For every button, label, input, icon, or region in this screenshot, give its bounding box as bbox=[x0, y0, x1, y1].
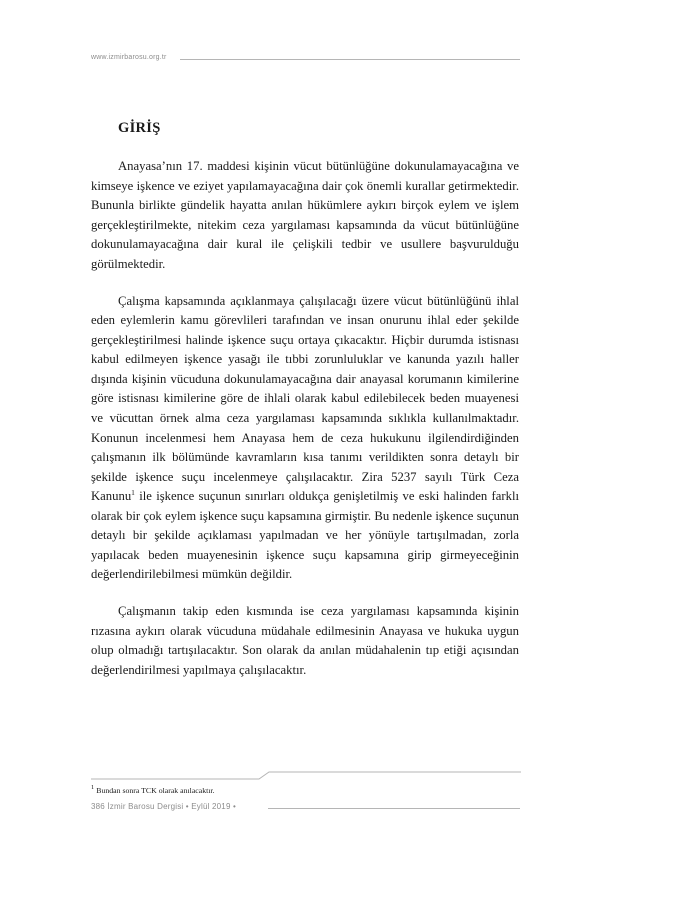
paragraph-2-text: Çalışma kapsamında açıklanmaya çalışılacağı üzere vücut bütünlüğünü ihlal eden eylemlerin kamu görevlileri tarafından ve insan onurunu ihlal eder şekilde gerçekleştirilmesi halinde işkence suçu ortaya çıkacaktır. Hiçbir durumda istisnası kabul edilmeyen işkence yasağı ile tıbbi zorunluluklar ve kanunda yazılı haller dışında kişinin vücuduna dokunulamayacağına dair anayasal korumanın kimilerine göre istisnası kimilerine göre de ihlali olarak kabul edilebilecek beden muayenesi ve vücuttan örnek alma ceza yargılaması kapsamında sıklıkla kullanılmaktadır. Konunun incelenmesi hem Anayasa hem de ceza hukukunu ilgilendirdiğinden çalışmanın ilk bölümünde kavramların kısa tanımı verildikten sonra detaylı bir şekilde işkence suçu incelenmeye çalışılacaktır. Zira 5237 sayılı Türk Ceza Kanunu bbox=[91, 293, 519, 504]
footnote-text: Bundan sonra TCK olarak anılacaktır. bbox=[96, 786, 215, 795]
footnote-rule bbox=[91, 768, 521, 780]
footnote bbox=[91, 786, 215, 795]
header-url: www.izmirbarosu.org.tr bbox=[91, 54, 167, 61]
footnote-number: 1 bbox=[91, 784, 95, 792]
section-title: GİRİŞ bbox=[118, 120, 161, 136]
footnote-ref[interactable]: 1 bbox=[131, 487, 135, 497]
paragraph-1: Anayasa’nın 17. maddesi kişinin vücut bütünlüğüne dokunulamayacağına ve kimseye işkence ve eziyet yapılamayacağına dair çok önemli kurallar getirmektedir. Bununla birlikte gündelik hayatta anılan hükümlere aykırı birçok eylem ve işlem gerçekleştirilmekte, nitekim ceza yargılaması kapsamında da vücut bütünlüğüne dokunulamayacağına dair kural ile çelişkili tedbir ve usullere başvurulduğu görülmektedir. bbox=[91, 159, 519, 271]
paragraph-2 bbox=[91, 292, 519, 585]
footer-text: 386 İzmir Barosu Dergisi • Eylül 2019 • bbox=[91, 802, 237, 811]
paragraph-2-continuation: ile işkence suçunun sınırları oldukça genişletilmiş ve eski halinden farklı olarak bir çok eylem işkence suçu kapsamına girmiştir. Bu nedenle işkence suçunun detaylı bir şekilde açıklaması yapılmadan ve her yönüyle tartışılmadan, zorla yapılacak beden muayenesinin işkence suçu kapsamına girip girmeyeceğinin değerlendirilebilmesi mümkün değildir. bbox=[91, 489, 519, 582]
paragraph-3: Çalışmanın takip eden kısmında ise ceza yargılaması kapsamında kişinin rızasına aykırı olarak vücuduna müdahale edilmesinin Anayasa ve hukuka uygun olup olmadığı tartışılacaktır. Son olarak da anılan müdahalenin tıp etiği açısından değerlendirilmesi yapılmaya çalışılacaktır. bbox=[91, 604, 519, 677]
body-text bbox=[91, 157, 519, 698]
header-rule bbox=[180, 59, 520, 60]
footer-rule bbox=[268, 808, 520, 809]
